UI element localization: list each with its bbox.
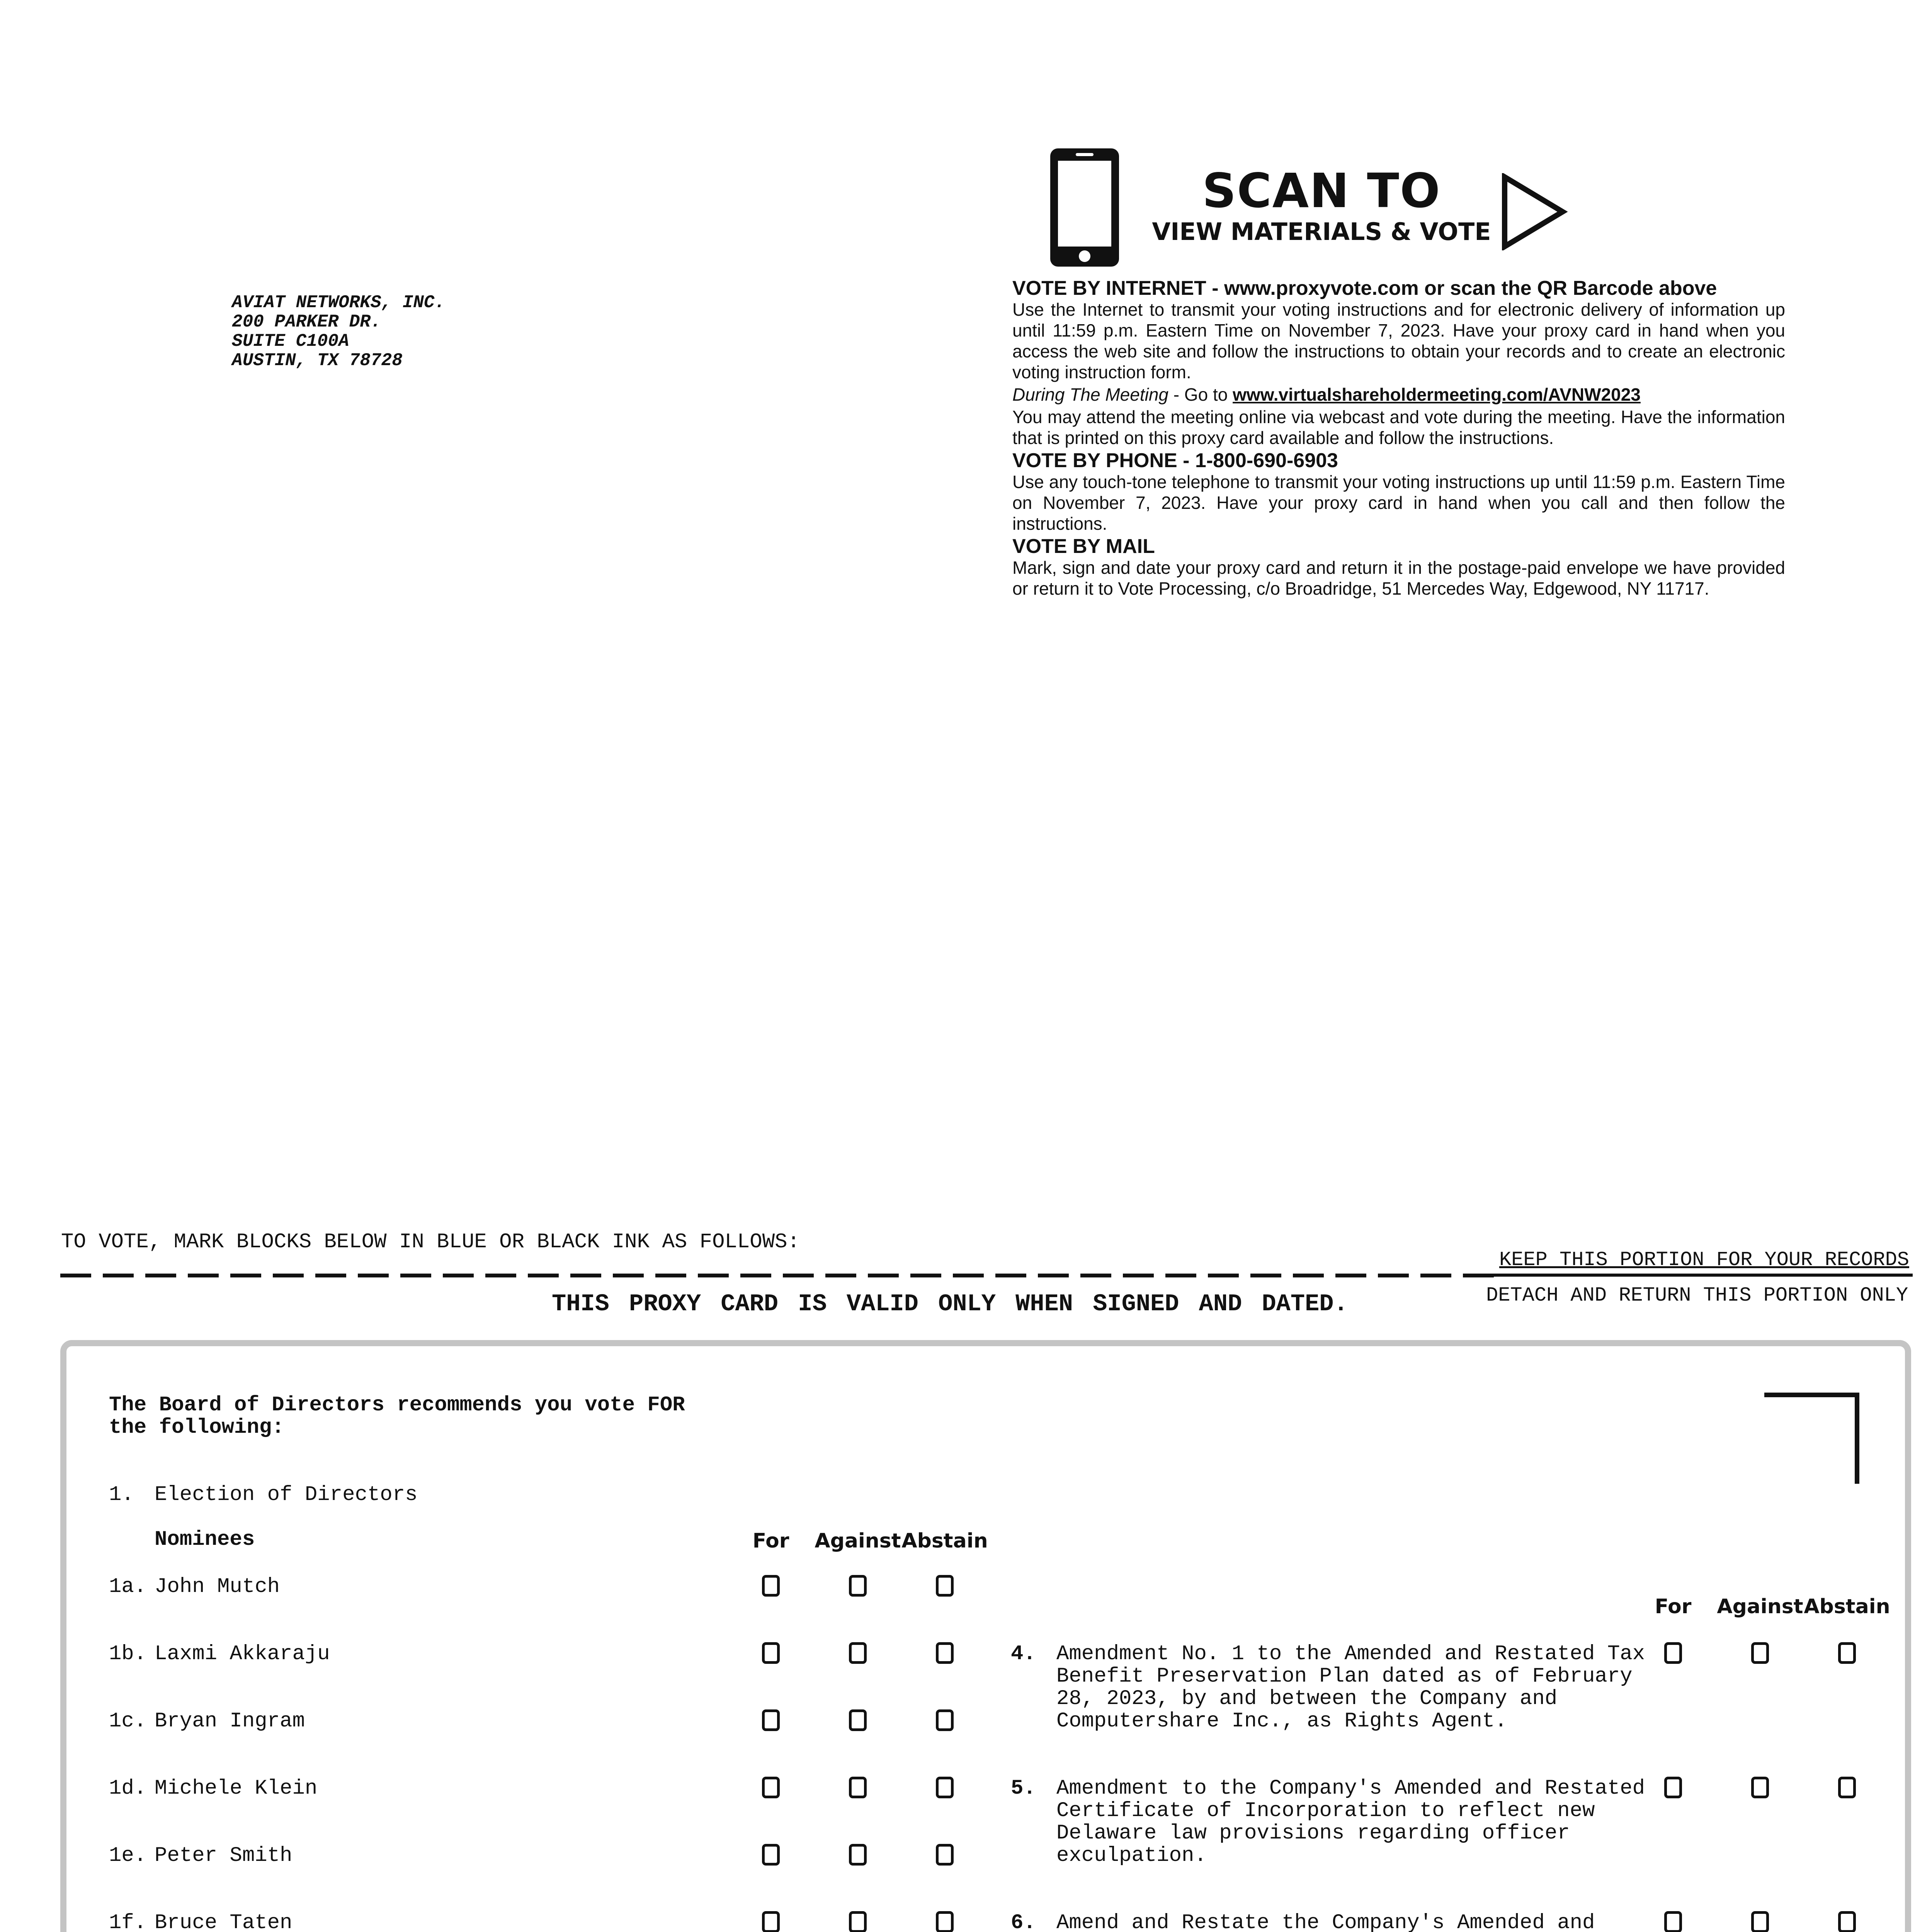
nominee-id: 1f.	[109, 1911, 147, 1932]
nominee-name: Bryan Ingram	[155, 1709, 305, 1733]
board-recommendation-1	[109, 1394, 685, 1439]
address-line: AUSTIN, TX 78728	[232, 350, 403, 371]
meeting-body: You may attend the meeting online via webcast and vote during the meeting. Have the information that is printed on this proxy card available and follow the instructions.	[1012, 407, 1785, 448]
checkbox-1f-for[interactable]	[762, 1911, 780, 1932]
nominee-id: 1b.	[109, 1642, 147, 1666]
checkbox-1a-against[interactable]	[849, 1575, 867, 1597]
checkbox-1b-against[interactable]	[849, 1642, 867, 1664]
mail-heading: VOTE BY MAIL	[1012, 535, 1155, 558]
meeting-goto: - Go to	[1168, 384, 1233, 405]
scan-title: SCAN TO	[1202, 163, 1441, 218]
checkbox-4-against[interactable]	[1751, 1642, 1769, 1664]
proposal-4-text	[1056, 1643, 1645, 1733]
checkbox-1c-for[interactable]	[762, 1709, 780, 1731]
checkbox-1c-against[interactable]	[849, 1709, 867, 1731]
checkbox-1d-for[interactable]	[762, 1777, 780, 1798]
checkbox-1e-abstain[interactable]	[936, 1844, 954, 1866]
col-header-against-right: Against	[1717, 1595, 1803, 1618]
proposal-line: Benefit Preservation Plan dated as of February	[1056, 1665, 1633, 1688]
address-line: AVIAT NETWORKS, INC.	[232, 293, 446, 313]
smartphone-icon	[1048, 146, 1121, 269]
mail-body: Mark, sign and date your proxy card and return it in the postage-paid envelope we have provided or return it to Vote Processing, c/o Broadridge, 51 Mercedes Way, Edgewood, NY 11717.	[1012, 558, 1785, 599]
meeting-line	[1012, 384, 1785, 405]
checkbox-4-for[interactable]	[1664, 1642, 1682, 1664]
corner-mark-icon	[1764, 1393, 1859, 1484]
checkbox-1f-against[interactable]	[849, 1911, 867, 1932]
checkbox-6-against[interactable]	[1751, 1911, 1769, 1932]
checkbox-1f-abstain[interactable]	[936, 1911, 954, 1932]
meeting-url-link[interactable]: www.virtualshareholdermeeting.com/AVNW2023	[1233, 384, 1641, 405]
internet-heading: VOTE BY INTERNET - www.proxyvote.com or scan the QR Barcode above	[1012, 277, 1717, 299]
col-header-for-right: For	[1655, 1595, 1692, 1618]
valid-notice: THIS PROXY CARD IS VALID ONLY WHEN SIGNED AND DATED.	[552, 1290, 1348, 1318]
nominee-id: 1a.	[109, 1575, 147, 1599]
checkbox-1e-for[interactable]	[762, 1844, 780, 1866]
checkbox-1d-abstain[interactable]	[936, 1777, 954, 1798]
nominee-id: 1e.	[109, 1844, 147, 1867]
play-arrow-icon	[1499, 173, 1569, 250]
proposal-5-text	[1056, 1777, 1645, 1867]
scan-subtitle: VIEW MATERIALS & VOTE	[1152, 218, 1491, 246]
checkbox-5-abstain[interactable]	[1838, 1777, 1856, 1798]
checkbox-5-against[interactable]	[1751, 1777, 1769, 1798]
proposal-line: 28, 2023, by and between the Company and	[1056, 1687, 1558, 1711]
meeting-label: During The Meeting	[1012, 384, 1168, 405]
checkbox-1a-for[interactable]	[762, 1575, 780, 1597]
proposal-5-number: 5.	[1011, 1777, 1036, 1800]
board-rec-line: the following:	[109, 1416, 284, 1439]
checkbox-1a-abstain[interactable]	[936, 1575, 954, 1597]
proposal-line: exculpation.	[1056, 1844, 1207, 1867]
proposal-4-number: 4.	[1011, 1642, 1036, 1666]
checkbox-6-abstain[interactable]	[1838, 1911, 1856, 1932]
internet-body: Use the Internet to transmit your voting instructions and for electronic delivery of information up until 11:59 p.m. Eastern Time on November 7, 2023. Have your proxy card in hand when you access the web site and follow the instructions to obtain your records and to create an electronic voting instruction form.	[1012, 299, 1785, 382]
phone-body: Use any touch-tone telephone to transmit your voting instructions up until 11:59 p.m. Eastern Time on November 7, 2023. Have your proxy card in hand when you call and then follow the instructions.	[1012, 472, 1785, 534]
proposal-line: Certificate of Incorporation to reflect new	[1056, 1799, 1595, 1823]
mailing-address	[232, 293, 445, 370]
nominee-name: John Mutch	[155, 1575, 280, 1599]
address-line: 200 PARKER DR.	[232, 312, 381, 332]
checkbox-5-for[interactable]	[1664, 1777, 1682, 1798]
voting-instructions	[1012, 277, 1785, 599]
keep-portion-label: KEEP THIS PORTION FOR YOUR RECORDS	[1499, 1248, 1909, 1271]
proposal-line: Delaware law provisions regarding officer	[1056, 1821, 1570, 1845]
proposal-line: Amend and Restate the Company's Amended and	[1056, 1911, 1595, 1932]
checkbox-1e-against[interactable]	[849, 1844, 867, 1866]
nominee-name: Bruce Taten	[155, 1911, 293, 1932]
proposal-line: Amendment No. 1 to the Amended and Restated Tax	[1056, 1642, 1645, 1666]
item1-title: Election of Directors	[155, 1483, 418, 1507]
proposal-6-text	[1056, 1912, 1645, 1932]
proposal-line: Amendment to the Company's Amended and Restated	[1056, 1777, 1645, 1800]
detach-line-end	[1492, 1274, 1913, 1277]
nominee-name: Laxmi Akkaraju	[155, 1642, 330, 1666]
nominee-id: 1d.	[109, 1777, 147, 1800]
nominee-id: 1c.	[109, 1709, 147, 1733]
mark-instruction: TO VOTE, MARK BLOCKS BELOW IN BLUE OR BLACK INK AS FOLLOWS:	[61, 1230, 800, 1254]
address-line: SUITE C100A	[232, 331, 349, 351]
proposal-line: Computershare Inc., as Rights Agent.	[1056, 1709, 1507, 1733]
checkbox-1b-abstain[interactable]	[936, 1642, 954, 1664]
checkbox-4-abstain[interactable]	[1838, 1642, 1856, 1664]
detach-line	[60, 1274, 1498, 1277]
col-header-for: For	[752, 1529, 789, 1553]
checkbox-1b-for[interactable]	[762, 1642, 780, 1664]
col-header-abstain-right: Abstain	[1804, 1595, 1890, 1618]
item1-number: 1.	[109, 1483, 134, 1507]
board-rec-line: The Board of Directors recommends you vote FOR	[109, 1393, 685, 1417]
proposal-6-number: 6.	[1011, 1911, 1036, 1932]
col-header-abstain: Abstain	[901, 1529, 988, 1553]
checkbox-6-for[interactable]	[1664, 1911, 1682, 1932]
nominee-name: Michele Klein	[155, 1777, 318, 1800]
detach-return-label: DETACH AND RETURN THIS PORTION ONLY	[1486, 1284, 1908, 1307]
phone-heading: VOTE BY PHONE - 1-800-690-6903	[1012, 449, 1338, 472]
nominee-name: Peter Smith	[155, 1844, 293, 1867]
col-header-against: Against	[815, 1529, 901, 1553]
checkbox-1c-abstain[interactable]	[936, 1709, 954, 1731]
nominees-header: Nominees	[155, 1528, 255, 1551]
checkbox-1d-against[interactable]	[849, 1777, 867, 1798]
